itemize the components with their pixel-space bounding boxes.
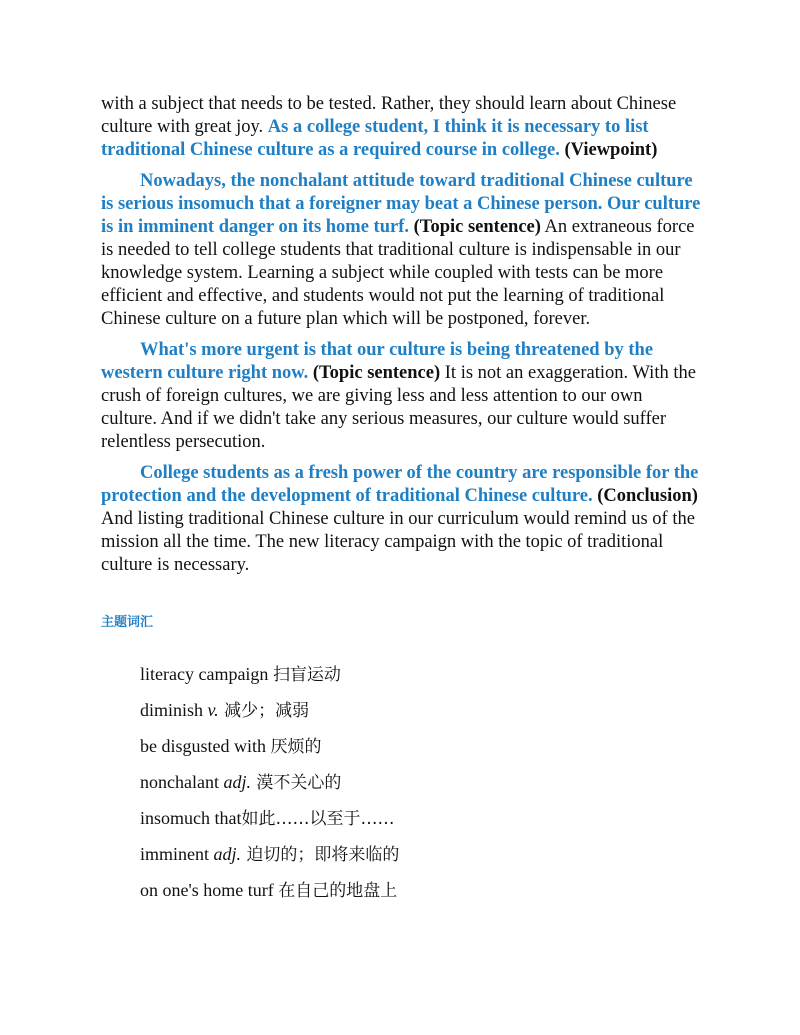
vocab-item — [140, 656, 701, 692]
paragraph-body-1 — [101, 170, 701, 331]
body-text: with a subject that needs to be tested. Rather, they should learn about Chinese culture with great joy. — [101, 94, 677, 137]
vocab-meaning: 漠不关心的 — [251, 773, 342, 793]
vocab-part-of-speech: v. — [207, 700, 219, 720]
vocab-term: insomuch that — [140, 808, 242, 828]
topic-sentence: Nowadays, the nonchalant attitude toward traditional Chinese culture is serious insomuch that a foreigner may beat a Chinese person. Our culture is in imminent danger on its home turf. — [101, 171, 701, 237]
paragraph-viewpoint — [101, 93, 701, 162]
body-text: An extraneous force is needed to tell college students that traditional culture is indispensable in our knowledge system. Learning a subject while coupled with tests can be more efficient and effective, and students would not put the learning of traditional Chinese culture on a future plan which will be postponed, forever. — [101, 217, 695, 329]
body-text: And listing traditional Chinese culture in our curriculum would remind us of the mission all the time. The new literacy campaign with the topic of traditional culture is necessary. — [101, 509, 695, 575]
vocab-item — [140, 872, 701, 908]
topic-sentence-tag: (Topic sentence) — [409, 217, 541, 237]
vocab-item — [140, 800, 701, 836]
vocab-term: nonchalant — [140, 772, 224, 792]
vocab-term: on one's home turf — [140, 880, 279, 900]
paragraph-body-2 — [101, 339, 701, 454]
body-text: It is not an exaggeration. With the crush of foreign cultures, we are giving less and less attention to our own culture. And if we didn't take any serious measures, our culture would suffer relentless persecution. — [101, 363, 696, 452]
topic-sentence-tag: (Topic sentence) — [308, 363, 441, 383]
vocab-list — [101, 656, 701, 908]
vocab-meaning: 扫盲运动 — [272, 665, 341, 685]
vocab-meaning: 减少；减弱 — [218, 701, 310, 721]
vocab-part-of-speech: adj. — [223, 772, 251, 792]
vocab-meaning: 迫切的；即将来临的 — [241, 845, 400, 865]
vocab-part-of-speech: adj. — [213, 844, 242, 864]
vocab-section-title: 主题词汇 — [101, 615, 154, 630]
vocab-item — [140, 692, 701, 728]
document-page — [101, 93, 701, 908]
vocab-meaning: 厌烦的 — [270, 737, 322, 757]
vocab-item — [140, 728, 701, 764]
vocab-term: imminent — [140, 844, 214, 864]
vocab-meaning: 在自己的地盘上 — [278, 881, 398, 901]
vocab-term: literacy campaign — [140, 664, 273, 684]
vocab-term: be disgusted with — [140, 736, 271, 756]
viewpoint-tag: (Viewpoint) — [559, 140, 658, 160]
conclusion-sentence: College students as a fresh power of the country are responsible for the protection and the development of traditional Chinese culture. — [101, 463, 699, 506]
vocab-meaning: 如此……以至于…… — [241, 809, 395, 829]
paragraph-conclusion — [101, 462, 701, 577]
viewpoint-sentence: As a college student, I think it is necessary to list traditional Chinese culture as a required course in college. — [101, 117, 649, 160]
topic-sentence: What's more urgent is that our culture is being threatened by the western culture right now. — [101, 340, 654, 383]
vocab-item — [140, 836, 701, 872]
conclusion-tag: (Conclusion) — [592, 486, 698, 506]
vocab-term: diminish — [140, 700, 208, 720]
vocab-item — [140, 764, 701, 800]
